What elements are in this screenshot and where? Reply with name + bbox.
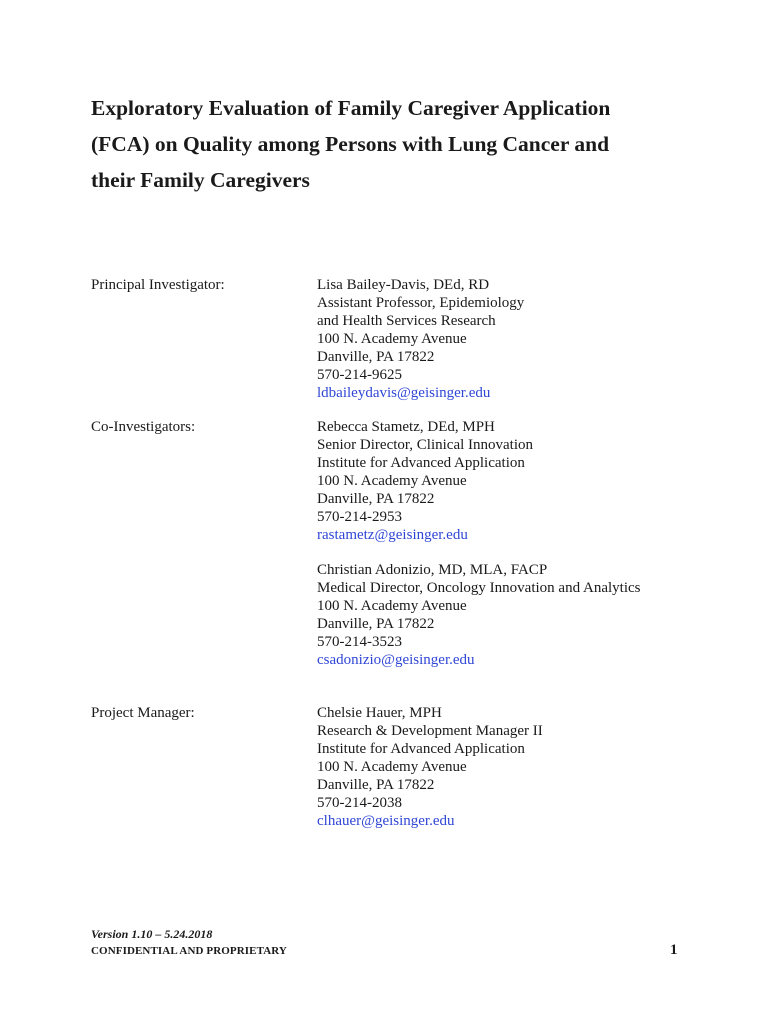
- contact-email-link[interactable]: rastametz@geisinger.edu: [317, 527, 468, 543]
- footer-confidential: CONFIDENTIAL AND PROPRIETARY: [91, 945, 287, 957]
- contact-phone: 570-214-3523: [317, 634, 402, 650]
- contact-title: Senior Director, Clinical Innovation: [317, 437, 534, 453]
- contact-block: [317, 418, 697, 544]
- contact-block: [317, 276, 697, 402]
- contact-city: Danville, PA 17822: [317, 616, 435, 632]
- contact-phone: 570-214-9625: [317, 367, 402, 383]
- contact-street: 100 N. Academy Avenue: [317, 473, 467, 489]
- contact-name: Rebecca Stametz, DEd, MPH: [317, 419, 495, 435]
- title-line: their Family Caregivers: [91, 168, 310, 192]
- contact-city: Danville, PA 17822: [317, 349, 435, 365]
- contact-name: Chelsie Hauer, MPH: [317, 705, 442, 721]
- contact-org: Institute for Advanced Application: [317, 741, 525, 757]
- page-number: 1: [670, 942, 678, 958]
- contact-title: Medical Director, Oncology Innovation and Analytics: [317, 580, 641, 596]
- contact-email-link[interactable]: csadonizio@geisinger.edu: [317, 652, 475, 668]
- contact-street: 100 N. Academy Avenue: [317, 759, 467, 775]
- contact-email-link[interactable]: clhauer@geisinger.edu: [317, 813, 455, 829]
- role-label: Co-Investigators:: [91, 419, 196, 435]
- contact-name: Lisa Bailey-Davis, DEd, RD: [317, 277, 490, 293]
- footer-version: Version 1.10 – 5.24.2018: [91, 927, 213, 941]
- contact-email-link[interactable]: ldbaileydavis@geisinger.edu: [317, 385, 491, 401]
- contact-street: 100 N. Academy Avenue: [317, 598, 467, 614]
- contact-title: Research & Development Manager II: [317, 723, 543, 739]
- contact-title: Assistant Professor, Epidemiology: [317, 295, 525, 311]
- role-label: Principal Investigator:: [91, 277, 225, 293]
- contact-name: Christian Adonizio, MD, MLA, FACP: [317, 562, 548, 578]
- contact-city: Danville, PA 17822: [317, 491, 435, 507]
- contact-org: Institute for Advanced Application: [317, 455, 525, 471]
- contact-city: Danville, PA 17822: [317, 777, 435, 793]
- title-line: (FCA) on Quality among Persons with Lung Cancer and: [91, 132, 610, 156]
- contact-phone: 570-214-2038: [317, 795, 402, 811]
- role-label: Project Manager:: [91, 705, 195, 721]
- title-line: Exploratory Evaluation of Family Caregiver Application: [91, 96, 611, 120]
- contact-block: [317, 704, 697, 830]
- contact-street: 100 N. Academy Avenue: [317, 331, 467, 347]
- document-title: [91, 90, 691, 198]
- contact-phone: 570-214-2953: [317, 509, 402, 525]
- contact-block: [317, 561, 697, 669]
- contact-title-cont: and Health Services Research: [317, 313, 496, 329]
